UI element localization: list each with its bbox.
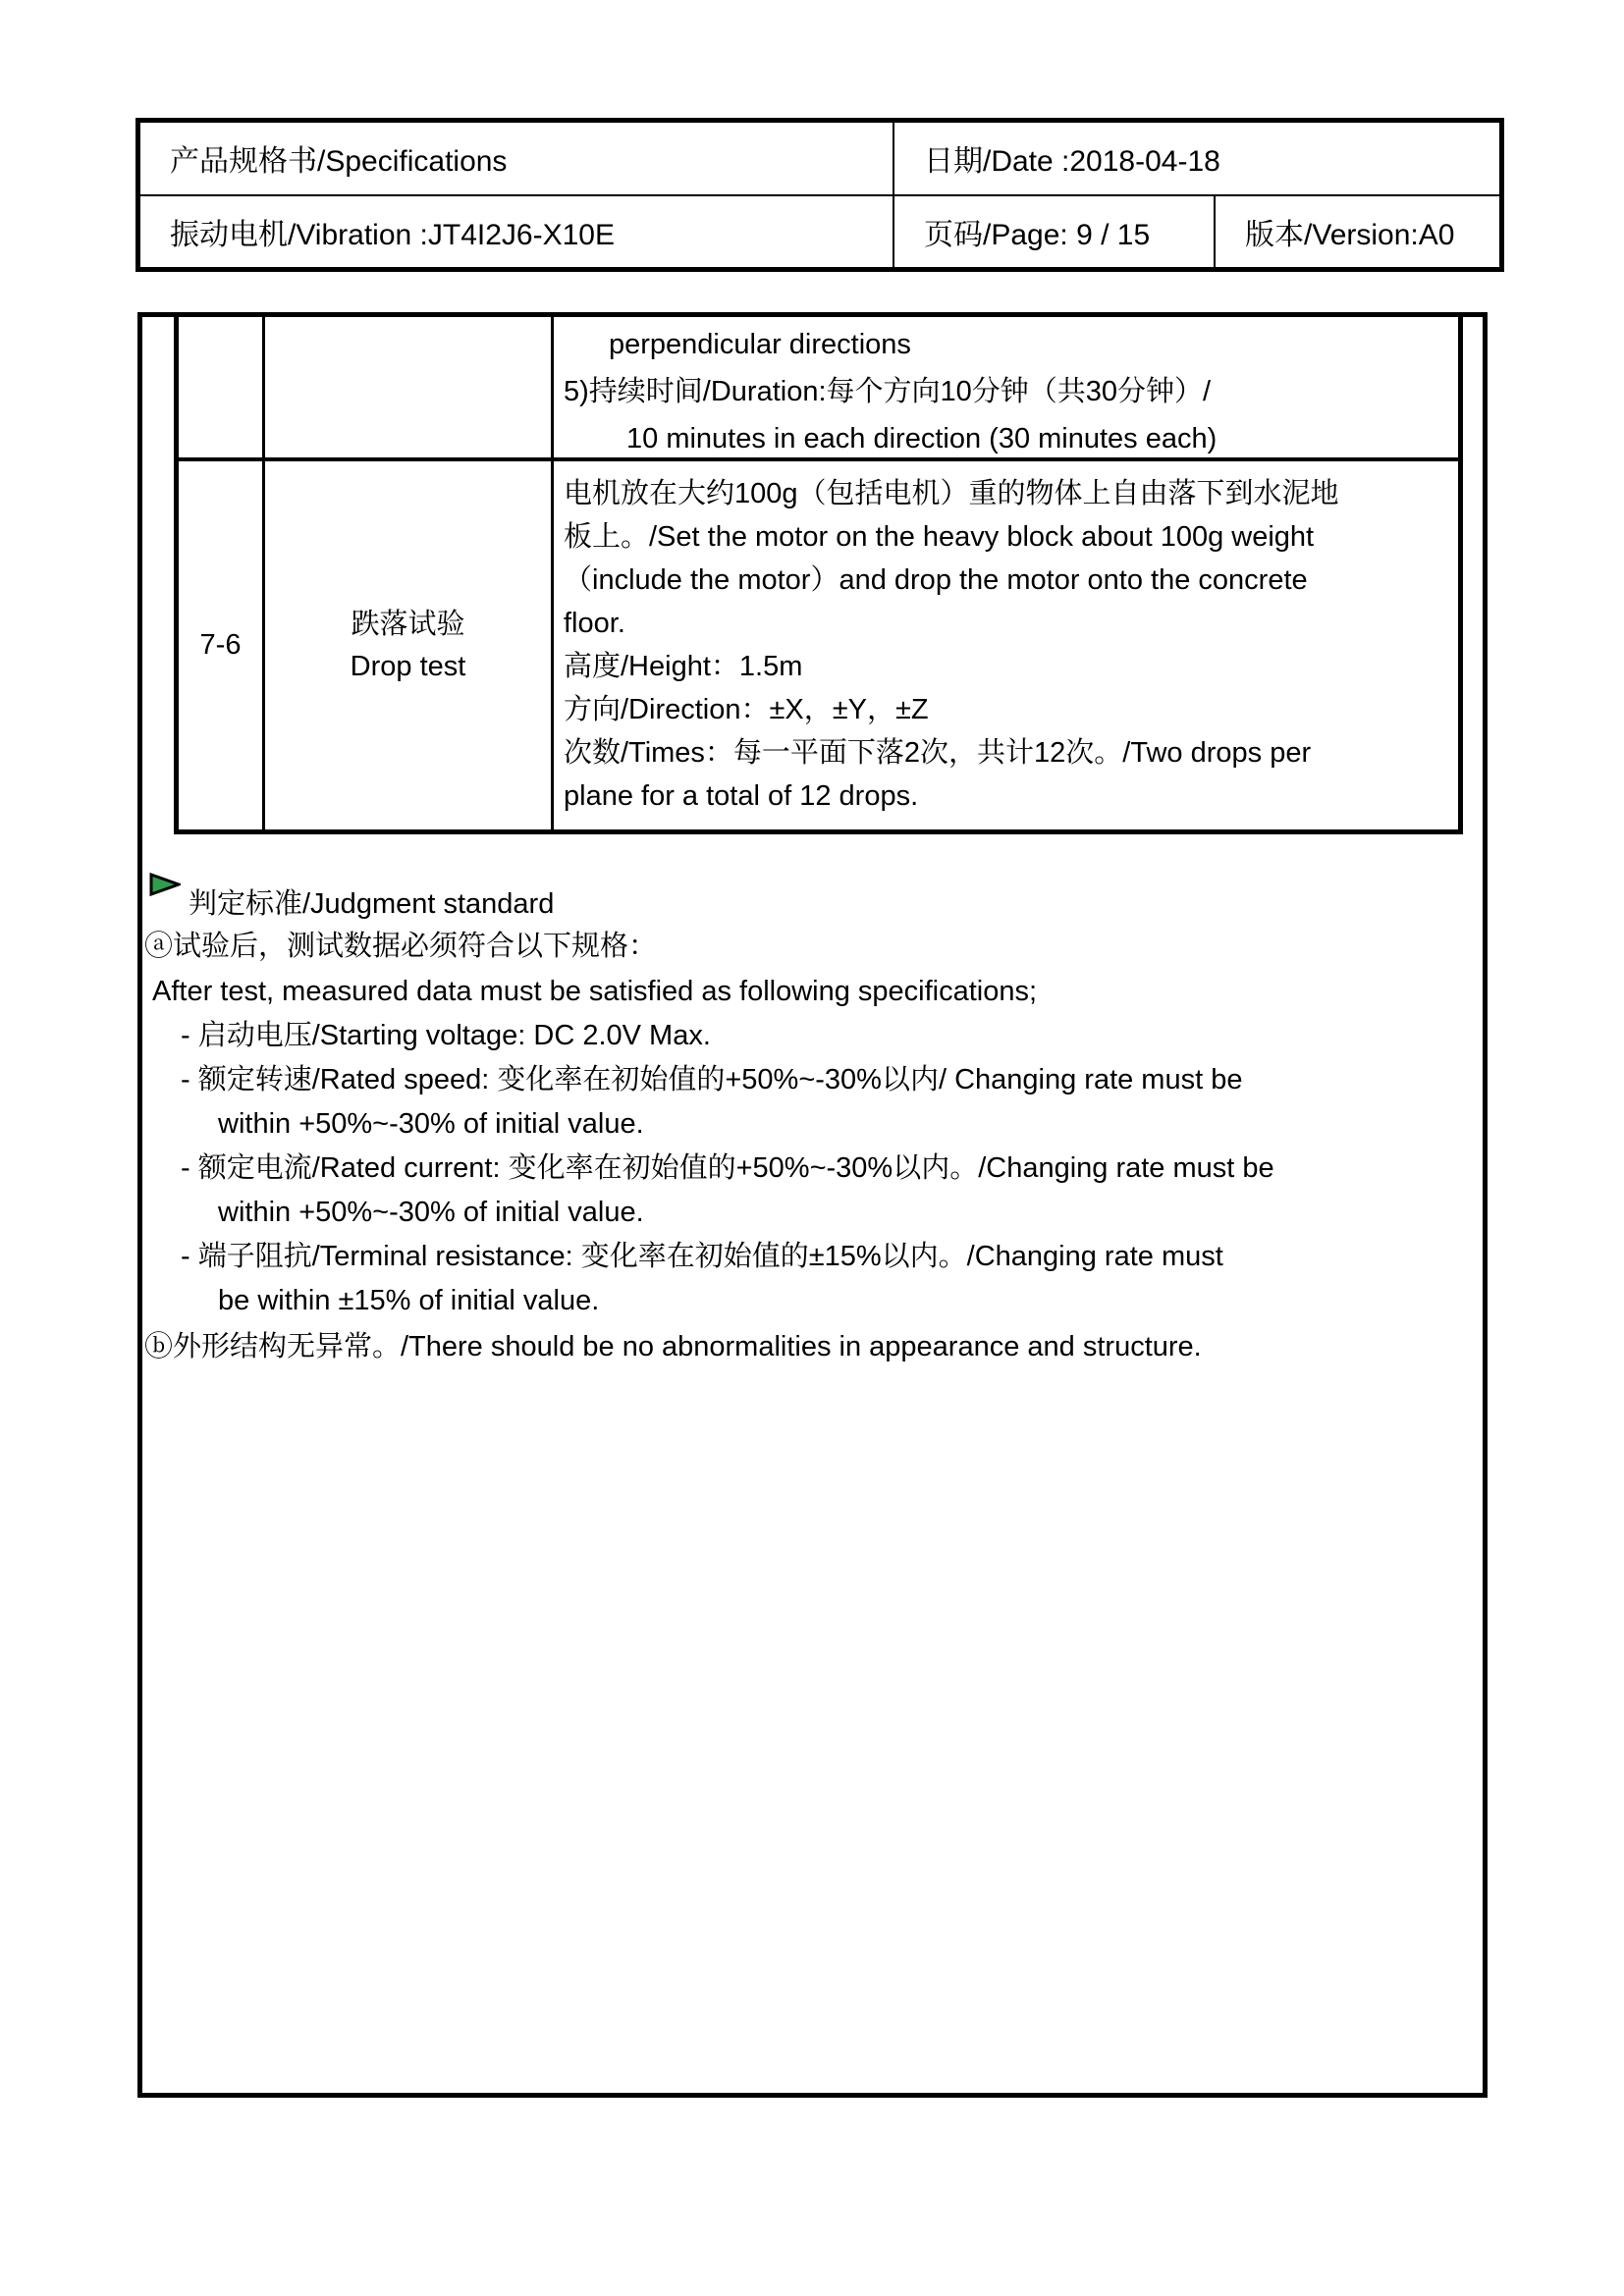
cell-continuation-name xyxy=(265,317,554,461)
header-cell-product xyxy=(140,196,893,268)
duration-line-1: perpendicular directions xyxy=(609,329,911,360)
header-cell-date xyxy=(893,123,1499,194)
header-table xyxy=(135,118,1504,272)
page-number-text: 页码/Page: 9 / 15 xyxy=(924,218,1151,251)
test-desc-line: （include the motor）and drop the motor onto the concrete xyxy=(564,564,1308,596)
cell-test-name xyxy=(265,461,554,829)
test-table xyxy=(174,317,1463,834)
judgment-item-a-cn: ⓐ试验后，测试数据必须符合以下规格： xyxy=(144,931,658,962)
cell-continuation-no xyxy=(179,317,265,461)
test-desc-line: 电机放在大约100g（包括电机）重的物体上自由落下到水泥地 xyxy=(564,478,1339,509)
test-desc-line: 次数/Times：每一平面下落2次，共计12次。/Two drops per xyxy=(564,737,1312,769)
header-cell-page-number xyxy=(893,196,1214,268)
duration-line-3: 10 minutes in each direction (30 minutes each) xyxy=(626,423,1218,454)
judgment-bullet-rated-current-cont: within +50%~-30% of initial value. xyxy=(218,1197,644,1228)
test-name-en: Drop test xyxy=(350,650,466,682)
test-desc-line: floor. xyxy=(564,608,625,639)
judgment-bullet-terminal-resistance-cont: be within ±15% of initial value. xyxy=(218,1285,600,1316)
test-desc-line: plane for a total of 12 drops. xyxy=(564,780,919,812)
judgment-bullet-rated-current: - 额定电流/Rated current: 变化率在初始值的+50%~-30%以内。/Changing rate must be xyxy=(181,1152,1274,1184)
test-name-cn: 跌落试验 xyxy=(351,608,465,640)
date-text: 日期/Date :2018-04-18 xyxy=(924,145,1220,179)
version-text: 版本/Version:A0 xyxy=(1245,218,1455,251)
cell-test-desc xyxy=(554,461,1458,829)
header-cell-version xyxy=(1214,196,1499,268)
judgment-item-b: ⓑ外形结构无异常。/There should be no abnormalities in appearance and structure. xyxy=(144,1331,1202,1362)
item-no-text: 7-6 xyxy=(199,629,242,661)
judgment-item-a-en: After test, measured data must be satisfied as following specifications; xyxy=(152,976,1038,1007)
judgment-bullet-rated-speed: - 额定转速/Rated speed: 变化率在初始值的+50%~-30%以内/ Changing rate must be xyxy=(181,1064,1243,1095)
header-cell-spec-title xyxy=(140,123,893,194)
header-row-1 xyxy=(140,123,1499,196)
product-text: 振动电机/Vibration :JT4I2J6-X10E xyxy=(170,218,615,251)
judgment-title: 判定标准/Judgment standard xyxy=(189,888,555,920)
test-desc-line: 高度/Height：1.5m xyxy=(564,651,803,682)
test-desc-line: 板上。/Set the motor on the heavy block about 100g weight xyxy=(564,521,1315,553)
judgment-bullet-rated-speed-cont: within +50%~-30% of initial value. xyxy=(218,1108,644,1140)
cell-item-no xyxy=(179,461,265,829)
duration-line-2: 5)持续时间/Duration:每个方向10分钟（共30分钟）/ xyxy=(564,376,1212,407)
cell-duration-desc xyxy=(554,317,1458,461)
header-row-2 xyxy=(140,196,1499,268)
judgment-bullet-starting-voltage: - 启动电压/Starting voltage: DC 2.0V Max. xyxy=(181,1020,711,1051)
green-flag-icon xyxy=(149,873,181,896)
test-desc-line: 方向/Direction：±X，±Y，±Z xyxy=(564,694,929,725)
judgment-bullet-terminal-resistance: - 端子阻抗/Terminal resistance: 变化率在初始值的±15%以内。/Changing rate must xyxy=(181,1241,1223,1272)
spec-title-text: 产品规格书/Specifications xyxy=(170,145,508,179)
